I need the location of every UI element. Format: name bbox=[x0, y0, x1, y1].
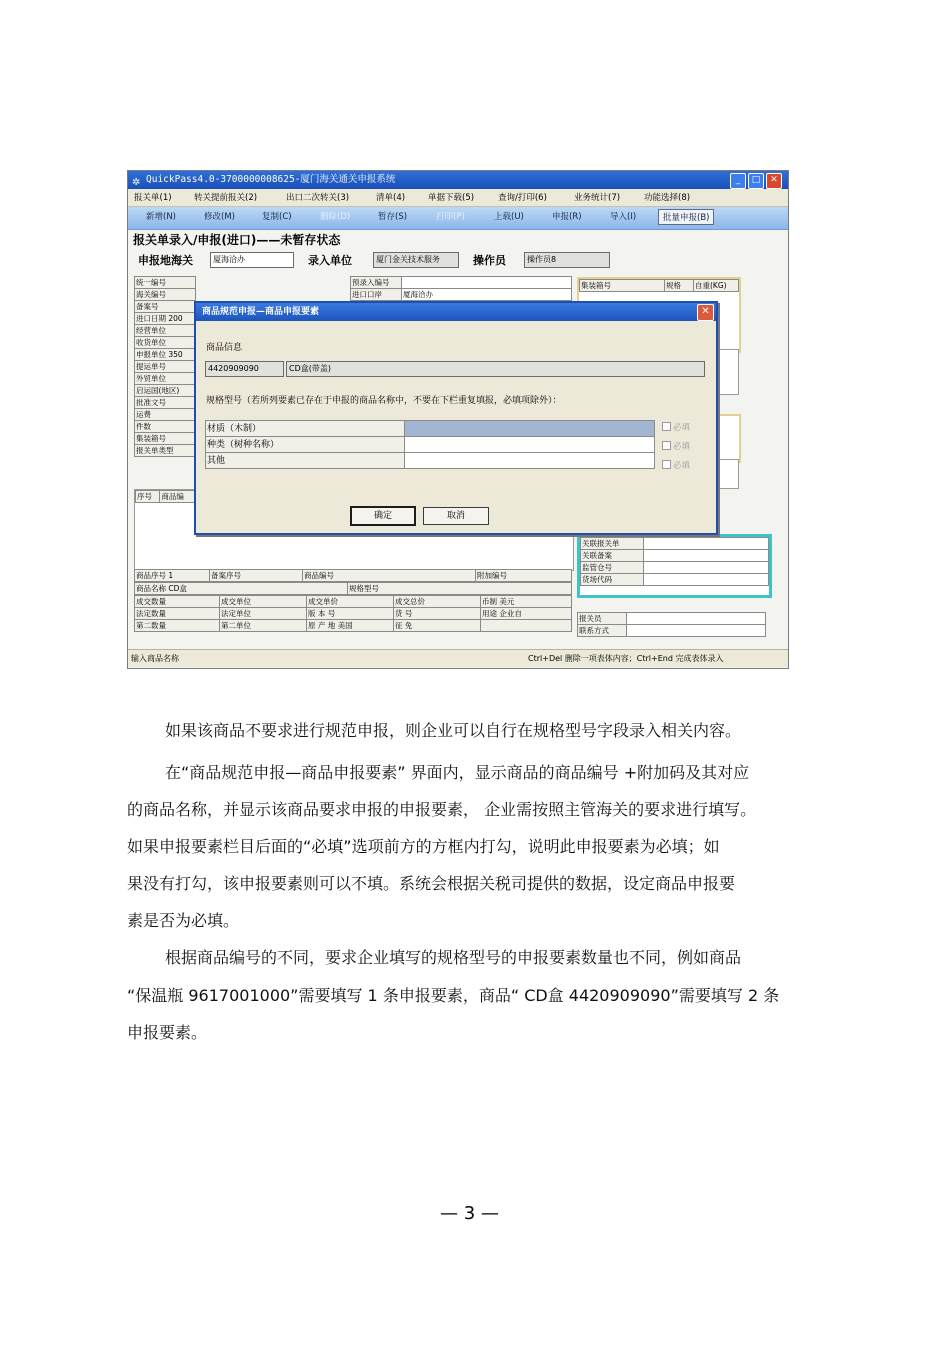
dialog-title: 商品规范申报—商品申报要素 bbox=[202, 307, 320, 317]
field-label: 启运国(地区) bbox=[135, 385, 196, 397]
goods-field[interactable]: 规格型号 bbox=[348, 583, 572, 595]
goods-detail-table bbox=[134, 569, 572, 582]
status-right: Ctrl+Del 删除一项表体内容；Ctrl+End 完成表体录入 bbox=[528, 654, 724, 663]
paragraph-line: 如果申报要素栏目后面的“必填”选项前方的方框内打勾，说明此申报要素为必填；如 bbox=[127, 837, 720, 856]
required-checkbox[interactable] bbox=[662, 459, 690, 471]
customs-input[interactable]: 厦海洽办 bbox=[210, 252, 294, 268]
save-draft-button[interactable]: 暂存(S) bbox=[378, 212, 408, 222]
window-titlebar bbox=[128, 171, 788, 189]
container-col-header: 集装箱号 bbox=[580, 280, 665, 292]
menu-bar bbox=[128, 189, 788, 207]
left-field-table bbox=[134, 276, 196, 457]
field-label: 进口口岸 bbox=[351, 289, 402, 301]
field-label: 报关单类型 bbox=[135, 445, 196, 457]
print-button[interactable]: 打印(P) bbox=[436, 212, 465, 222]
element-table bbox=[205, 420, 655, 469]
container-col-header: 规格 bbox=[665, 280, 694, 292]
list-header-cell: 商品编 bbox=[160, 491, 195, 503]
goods-field[interactable]: 商品名称 CD盒 bbox=[135, 583, 348, 595]
paragraph-line: 素是否为必填。 bbox=[127, 911, 240, 930]
element-input[interactable] bbox=[405, 437, 655, 453]
related-field: 监管仓号 bbox=[581, 562, 644, 574]
field-label: 件数 bbox=[135, 421, 196, 433]
related-input[interactable] bbox=[644, 562, 769, 574]
goods-field: 成交总价 bbox=[394, 596, 481, 608]
related-field: 关联报关单 bbox=[581, 538, 644, 550]
status-bar bbox=[128, 649, 788, 667]
minimize-icon[interactable]: _ bbox=[730, 173, 746, 189]
declare-button[interactable]: 申报(R) bbox=[552, 212, 582, 222]
menu-list[interactable]: 清单(4) bbox=[376, 193, 406, 203]
goods-code-field: 4420909090 bbox=[205, 361, 284, 377]
field-value[interactable]: 厦海洽办 bbox=[402, 289, 572, 301]
required-label: 必填 bbox=[673, 442, 691, 452]
new-button[interactable]: 新增(N) bbox=[146, 212, 176, 222]
field-value[interactable] bbox=[402, 277, 572, 289]
copy-button[interactable]: 复制(C) bbox=[262, 212, 292, 222]
required-label: 必填 bbox=[673, 423, 691, 433]
goods-field: 第二单位 bbox=[220, 620, 307, 632]
paragraph-line: 果没有打勾，该申报要素则可以不填。系统会根据关税司提供的数据，设定商品申报要 bbox=[127, 874, 736, 893]
import-button[interactable]: 导入(I) bbox=[610, 212, 637, 222]
dialog-titlebar bbox=[196, 303, 716, 321]
goods-field: 商品编号 bbox=[303, 570, 476, 582]
field-label: 申报单位 350 bbox=[135, 349, 196, 361]
field-label: 备案号 bbox=[135, 301, 196, 313]
element-label: 材质（木制） bbox=[206, 421, 405, 437]
goods-field: 第二数量 bbox=[135, 620, 220, 632]
menu-export-second-transfer[interactable]: 出口二次转关(3) bbox=[286, 193, 350, 203]
field-label: 海关编号 bbox=[135, 289, 196, 301]
field-label: 统一编号 bbox=[135, 277, 196, 289]
paragraph-line: 申报要素。 bbox=[127, 1023, 208, 1042]
goods-field: 附加编号 bbox=[476, 570, 572, 582]
paragraph-line: 如果该商品不要求进行规范申报，则企业可以自行在规格型号字段录入相关内容。 bbox=[165, 721, 742, 740]
delete-button[interactable]: 删除(D) bbox=[320, 212, 351, 222]
field-label: 进口日期 200 bbox=[135, 313, 196, 325]
toolbar bbox=[128, 207, 788, 230]
form-title: 报关单录入/申报(进口)——未暂存状态 bbox=[133, 233, 341, 247]
declarant-table bbox=[577, 612, 766, 637]
goods-name-table bbox=[134, 582, 572, 595]
menu-statistics[interactable]: 业务统计(7) bbox=[574, 193, 621, 203]
window-title: QuickPass4.0-3700000008625-厦门海关通关申报系统 bbox=[146, 174, 396, 185]
paragraph-line: “保温瓶 9617001000”需要填写 1 条申报要素，商品“ CD盒 4420909090”需要填写 2 条 bbox=[127, 986, 780, 1005]
related-input[interactable] bbox=[644, 550, 769, 562]
menu-functions[interactable]: 功能选择(8) bbox=[644, 193, 691, 203]
customs-label: 申报地海关 bbox=[138, 254, 193, 267]
close-icon[interactable]: ✕ bbox=[697, 304, 714, 321]
container-col-header: 自重(KG) bbox=[694, 280, 739, 292]
field-label: 运费 bbox=[135, 409, 196, 421]
goods-field bbox=[481, 620, 572, 632]
paragraph-line: 在“商品规范申报—商品申报要素” 界面内，显示商品的商品编号 +附加码及其对应 bbox=[165, 763, 750, 782]
batch-declare-button[interactable]: 批量申报(B) bbox=[658, 209, 714, 225]
element-label: 其他 bbox=[206, 453, 405, 469]
app-screenshot bbox=[127, 170, 789, 669]
goods-name-field: CD盒(带盖) bbox=[286, 361, 705, 377]
menu-doc-download[interactable]: 单据下载(5) bbox=[428, 193, 475, 203]
related-docs-panel bbox=[577, 534, 772, 598]
element-input[interactable] bbox=[405, 421, 655, 437]
related-field: 关联备案 bbox=[581, 550, 644, 562]
goods-field: 法定单位 bbox=[220, 608, 307, 620]
declarant-label: 联系方式 bbox=[578, 625, 627, 637]
goods-field: 成交单位 bbox=[220, 596, 307, 608]
goods-field: 商品序号 1 bbox=[135, 570, 210, 582]
mid-field-table bbox=[350, 276, 572, 301]
upload-button[interactable]: 上载(U) bbox=[494, 212, 524, 222]
maximize-icon[interactable]: □ bbox=[748, 173, 764, 189]
goods-field: 用途 企业自 bbox=[481, 608, 572, 620]
page-number: — 3 — bbox=[440, 1203, 499, 1224]
required-checkbox[interactable] bbox=[662, 440, 690, 452]
goods-field: 成交数量 bbox=[135, 596, 220, 608]
unit-label: 录入单位 bbox=[308, 254, 352, 267]
related-input[interactable] bbox=[644, 538, 769, 550]
paragraph-line: 的商品名称，并显示该商品要求申报的申报要素， 企业需按照主管海关的要求进行填写。 bbox=[127, 800, 757, 819]
field-label: 经营单位 bbox=[135, 325, 196, 337]
element-label: 种类（树种名称） bbox=[206, 437, 405, 453]
goods-field: 成交单价 bbox=[307, 596, 394, 608]
checkbox-icon bbox=[662, 460, 671, 469]
field-label: 收货单位 bbox=[135, 337, 196, 349]
operator-input[interactable]: 操作员8 bbox=[524, 252, 610, 268]
paragraph-line: 根据商品编号的不同，要求企业填写的规格型号的申报要素数量也不同，例如商品 bbox=[165, 948, 742, 967]
goods-field: 币制 美元 bbox=[481, 596, 572, 608]
goods-field: 版 本 号 bbox=[307, 608, 394, 620]
spec-hint: 规格型号（若所列要素已存在于申报的商品名称中，不要在下栏重复填报，必填项除外）： bbox=[206, 396, 562, 406]
checkbox-icon bbox=[662, 441, 671, 450]
goods-field: 征 免 bbox=[394, 620, 481, 632]
unit-input[interactable]: 厦门金关技术服务 bbox=[373, 252, 459, 268]
goods-field: 货 号 bbox=[394, 608, 481, 620]
cancel-button[interactable]: 取消 bbox=[423, 507, 489, 525]
element-input[interactable] bbox=[405, 453, 655, 469]
declarant-input[interactable] bbox=[627, 613, 766, 625]
required-label: 必填 bbox=[673, 461, 691, 471]
menu-query-print[interactable]: 查询/打印(6) bbox=[498, 193, 547, 203]
ok-button[interactable]: 确定 bbox=[350, 506, 416, 526]
close-icon[interactable]: ✕ bbox=[766, 173, 782, 189]
edit-button[interactable]: 修改(M) bbox=[204, 212, 235, 222]
status-left: 输入商品名称 bbox=[131, 654, 179, 663]
goods-element-dialog bbox=[194, 301, 718, 535]
related-input[interactable] bbox=[644, 574, 769, 586]
goods-field: 备案序号 bbox=[210, 570, 303, 582]
goods-qty-table bbox=[134, 595, 572, 632]
field-label: 预录入编号 bbox=[351, 277, 402, 289]
required-checkbox[interactable] bbox=[662, 421, 690, 433]
list-header-cell: 序号 bbox=[136, 491, 160, 503]
contact-input[interactable] bbox=[627, 625, 766, 637]
field-label: 提运单号 bbox=[135, 361, 196, 373]
field-label: 外贸单位 bbox=[135, 373, 196, 385]
checkbox-icon bbox=[662, 422, 671, 431]
field-label: 集装箱号 bbox=[135, 433, 196, 445]
declarant-label: 报关员 bbox=[578, 613, 627, 625]
goods-field: 原 产 地 美国 bbox=[307, 620, 394, 632]
operator-label: 操作员 bbox=[473, 254, 506, 267]
goods-field: 法定数量 bbox=[135, 608, 220, 620]
app-logo-icon: ✲ bbox=[132, 177, 141, 188]
related-field: 货场代码 bbox=[581, 574, 644, 586]
menu-declaration[interactable]: 报关单(1) bbox=[134, 193, 172, 203]
field-label: 批准文号 bbox=[135, 397, 196, 409]
menu-transfer-early[interactable]: 转关提前报关(2) bbox=[194, 193, 258, 203]
goods-info-label: 商品信息 bbox=[206, 343, 243, 353]
